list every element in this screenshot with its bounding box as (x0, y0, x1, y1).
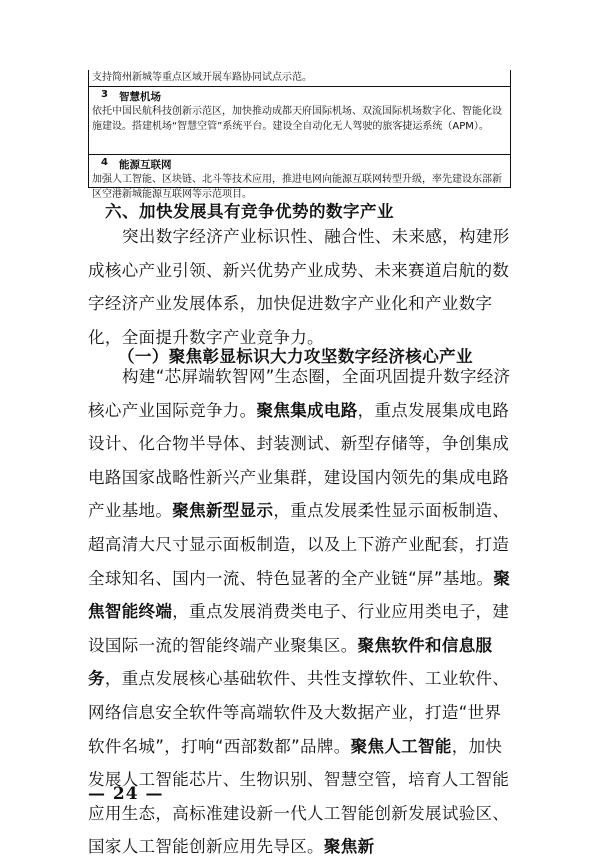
paragraph-text: ，重点发展集成电路设计、化合物半导体、封装测试、新型存储等，争创集成电路国家战略性新兴产业集群，建设国内领先的集成电路产业基地。 (88, 400, 510, 521)
paragraph-text: ，重点发展柔性显示面板制造、超高清大尺寸显示面板制造，以及上下游产业配套，打造全球知名、国内一流、特色显著的全产业链“屏”基地。 (88, 501, 510, 588)
table-row (89, 70, 510, 86)
page-number: — 24 — (88, 784, 164, 804)
table-row (89, 154, 510, 200)
row-title: 能源互联网 (119, 159, 172, 171)
emphasis-software-services: 聚焦软件和信息服务 (88, 635, 493, 689)
table-cell-text: 加强人工智能、区块链、北斗等技术应用，推进电网向能源互联网转型升级，率先建设东部新区空港新城能源互联网等示范项目。 (92, 174, 502, 200)
paragraph-text: ，加快发展人工智能芯片、生物识别、智慧空管，培育人工智能应用生态，高标准建设新一代人工智能创新发展试验区、国家人工智能创新应用先导区。 (88, 736, 510, 857)
subsection-heading: （一）聚焦彰显标识大力攻坚数字经济核心产业 (118, 347, 473, 366)
emphasis-artificial-intelligence: 聚焦人工智能 (350, 736, 452, 756)
table-row (89, 86, 510, 155)
paragraph-text: ，重点发展消费类电子、行业应用类电子，建设国际一流的智能终端产业聚集区。 (88, 602, 510, 655)
intro-paragraph: 突出数字经济产业标识性、融合性、未来感，构建形成核心产业引领、新兴优势产业成势、未来赛道启航的数字经济产业发展体系，加快促进数字产业化和产业数字化，全面提升数字产业竞争力。 (88, 227, 510, 347)
row-number: 4 (101, 157, 108, 168)
paragraph-text: 构建“芯屏端软智网”生态圈，全面巩固提升数字经济核心产业国际竞争力。 (88, 367, 511, 420)
table-cell-text: 支持简州新城等重点区域开展车路协同试点示范。 (92, 72, 312, 83)
emphasis-smart-terminals: 聚焦智能终端 (88, 568, 511, 622)
emphasis-integrated-circuits: 聚焦集成电路 (256, 400, 358, 420)
table-cell-text: 依托中国民航科技创新示范区，加快推动成都天府国际机场、双流国际机场数字化、智能化设施建设。搭建机场“智慧空管”系统平台。建设全自动化无人驾驶的旅客捷运系统（APM）。 (92, 106, 502, 132)
row-title: 智慧机场 (119, 91, 161, 103)
emphasis-new-display: 聚焦新型显示 (172, 501, 274, 521)
section-heading: 六、加快发展具有竞争优势的数字产业 (105, 202, 394, 221)
paragraph-text: ，重点发展核心基础软件、共性支撑软件、工业软件、网络信息安全软件等高端软件及大数据产业，打造“世界软件名城”，打响“西部数都”品牌。 (88, 669, 510, 756)
row-number: 3 (101, 89, 108, 100)
emphasis-continued: 聚焦新 (323, 837, 375, 857)
pilot-projects-table (88, 70, 511, 200)
